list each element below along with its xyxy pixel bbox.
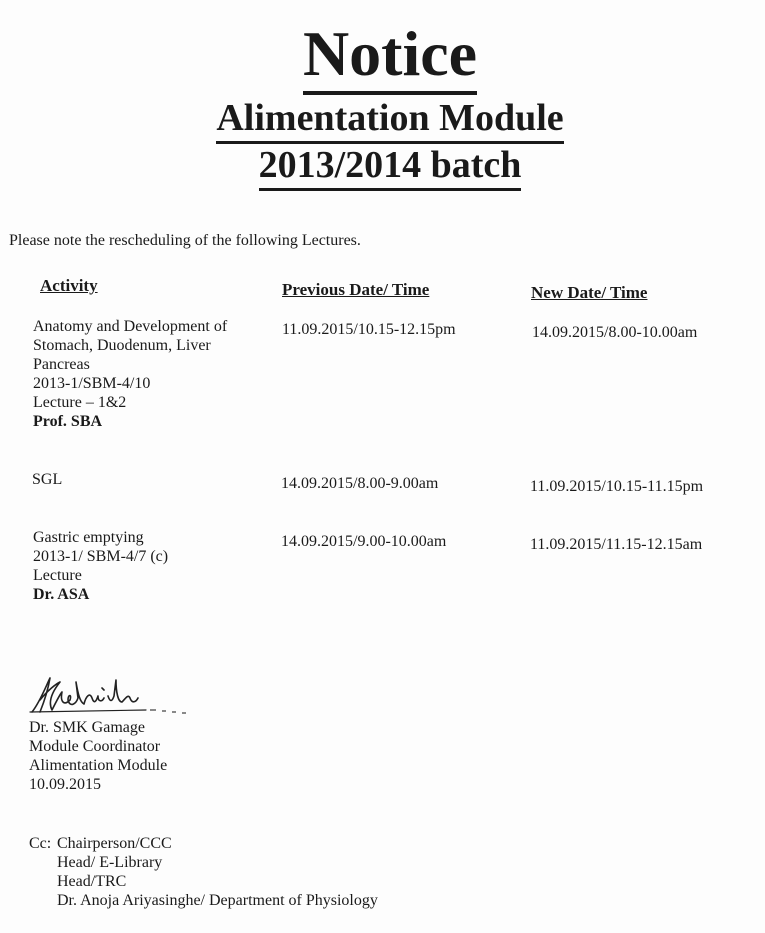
header-new-date: New Date/ Time (531, 283, 648, 302)
cc-recipient: Head/TRC (57, 873, 127, 890)
activity-line: Stomach, Duodenum, Liver (33, 337, 211, 354)
lecturer: Dr. ASA (33, 586, 90, 603)
activity-line: Anatomy and Development of (33, 318, 228, 335)
table-row-2-activity: SGL (32, 471, 63, 488)
signatory-name: Dr. SMK Gamage (29, 719, 145, 736)
activity-line: Gastric emptying (33, 529, 144, 546)
activity-line: Lecture (33, 567, 82, 584)
header-previous-date: Previous Date/ Time (282, 280, 430, 299)
activity-line: 2013-1/ SBM-4/7 (c) (33, 548, 169, 565)
signature-block (29, 718, 167, 794)
cc-recipient: Chairperson/CCC (57, 835, 172, 852)
table-row-2-previous: 14.09.2015/8.00-9.00am (281, 475, 439, 492)
cc-recipient: Dr. Anoja Ariyasinghe/ Department of Physiology (57, 892, 378, 909)
signature-date: 10.09.2015 (29, 776, 101, 793)
table-row-1-previous: 11.09.2015/10.15-12.15pm (282, 321, 456, 338)
table-row-1-activity (33, 317, 227, 431)
notice-title: Notice (0, 18, 765, 95)
table-row-3-new: 11.09.2015/11.15-12.15am (530, 536, 703, 553)
intro-text: Please note the rescheduling of the following Lectures. (9, 232, 361, 249)
table-row-2-new: 11.09.2015/10.15-11.15pm (530, 478, 704, 495)
signatory-module: Alimentation Module (29, 757, 168, 774)
module-title: Alimentation Module (0, 96, 765, 144)
batch-title: 2013/2014 batch (0, 143, 765, 191)
table-row-3-activity (33, 528, 168, 604)
lecturer: Prof. SBA (33, 413, 103, 430)
activity-line: Lecture – 1&2 (33, 394, 127, 411)
signatory-role: Module Coordinator (29, 738, 161, 755)
table-row-1-new: 14.09.2015/8.00-10.00am (532, 324, 698, 341)
table-row-3-previous: 14.09.2015/9.00-10.00am (281, 533, 447, 550)
header-activity: Activity (40, 276, 98, 295)
handwritten-signature (26, 672, 196, 722)
cc-recipient: Head/ E-Library (57, 854, 163, 871)
cc-list (57, 834, 378, 910)
activity-line: 2013-1/SBM-4/10 (33, 375, 151, 392)
cc-label: Cc: (29, 835, 52, 852)
activity-line: Pancreas (33, 356, 90, 373)
